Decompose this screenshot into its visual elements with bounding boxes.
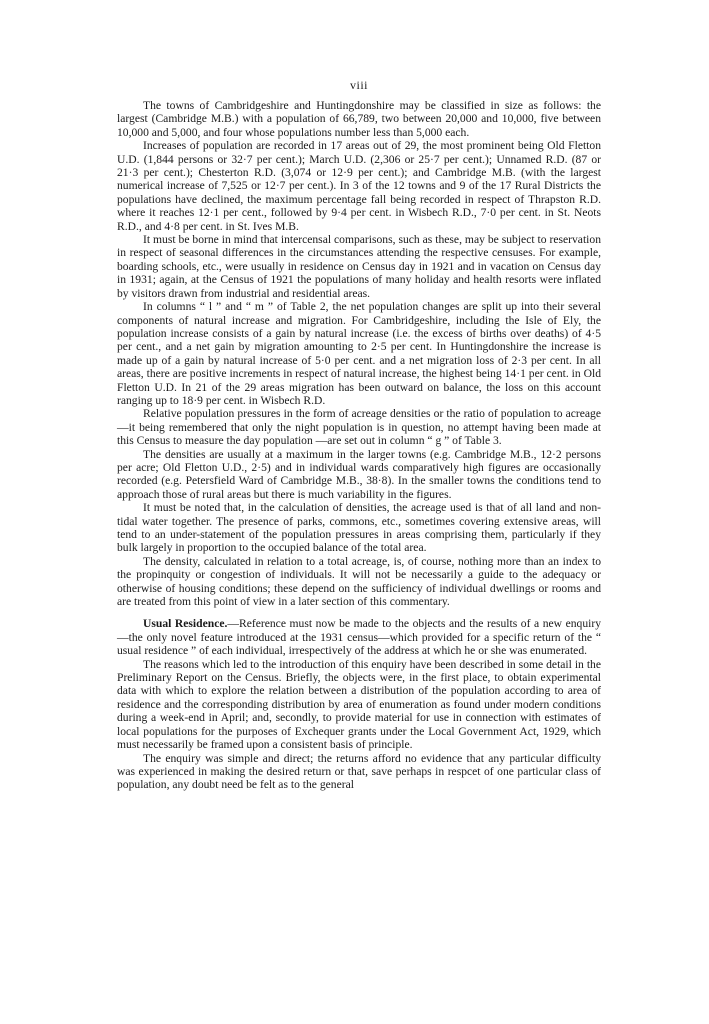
paragraph-population-pressures: Relative population pressures in the form of acreage densities or the ratio of population to acreage—it being remembered that only the night population is in question, no attempt having been made at this Census to measure the day population —are set out in column “ g ” of Table 3. [117, 407, 601, 448]
document-page [117, 78, 601, 792]
paragraph-natural-increase-migration: In columns “ l ” and “ m ” of Table 2, the net population changes are split up into their several components of natural increase and migration. For Cambridgeshire, including the Isle of Ely, the population increase consists of a gain by natural increase (i.e. the excess of births over deaths) of 4·5 per cent., and a net gain by migration amounting to 2·5 per cent. In Huntingdonshire the increase is made up of a gain by natural increase of 5·0 per cent. and a net migration loss of 2·3 per cent. In all areas, there are positive increments in respect of natural increase, the highest being 14·1 per cent. in Old Fletton U.D. In 21 of the 29 areas migration has been outward on balance, the loss on this account ranging up to 18·9 per cent. in Wisbech R.D. [117, 300, 601, 407]
paragraph-acreage-note: It must be noted that, in the calculation of densities, the acreage used is that of all land and non-tidal water together. The presence of parks, commons, etc., sometimes covering extensive areas, will tend to an under-statement of the population pressures in areas comprising them, particularly if they bulk largely in proportion to the occupied balance of the total area. [117, 501, 601, 555]
page-number: viii [349, 78, 368, 92]
paragraph-enquiry-returns: The enquiry was simple and direct; the returns afford no evidence that any particular difficulty was experienced in making the desired return or that, save perhaps in respcet of one particular class of population, any doubt need be felt as to the general [117, 751, 601, 792]
paragraph-enquiry-reasons: The reasons which led to the introduction of this enquiry have been described in some detail in the Preliminary Report on the Census. Briefly, the objects were, in the first place, to obtain experimental data with which to explore the relation between a distribution of the population according to area of residence and the corresponding distribution by area of enumeration as found under modern conditions during a week-end in April; and, secondly, to provide material for use in connection with estimates of local populations for the purposes of Exchequer grants under the Local Government Act, 1929, which must necessarily be framed upon a consistent basis of principle. [117, 657, 601, 752]
paragraph-intercensal-comparisons: It must be borne in mind that intercensal comparisons, such as these, may be subject to reservation in respect of seasonal differences in the circumstances attending the respective censuses. For example, boarding schools, etc., were usually in residence on Census day in 1921 and in vacation on Census day in 1931; again, at the Census of 1921 the populations of many holiday and health resorts were inflated by visitors drawn from industrial and residential areas. [117, 233, 601, 300]
paragraph-usual-residence [117, 617, 601, 657]
paragraph-town-sizes: The towns of Cambridgeshire and Huntingdonshire may be classified in size as follows: the largest (Cambridge M.B.) with a population of 66,789, two between 20,000 and 10,000, five between 10,000 and 5,000, and four whose populations number less than 5,000 each. [117, 99, 601, 139]
paragraph-density-index: The density, calculated in relation to a total acreage, is, of course, nothing more than an index to the propinquity or congestion of individuals. It will not be necessarily a guide to the adequacy or otherwise of housing conditions; these depend on the sufficiency of individual dwellings or rooms and are treated from this point of view in a later section of this commentary. [117, 554, 601, 609]
section-heading-usual-residence: Usual Residence. [143, 617, 228, 631]
usual-residence-text: —Reference must now be made to the objects and the results of a new enquiry—the only novel feature introduced at the 1931 census—which provided for a specific return of the “ usual residence ” of each individual, irrespectively of the address at which he or she was enumerated. [117, 617, 601, 658]
paragraph-population-increases: Increases of population are recorded in 17 areas out of 29, the most prominent being Old Fletton U.D. (1,844 persons or 32·7 per cent.); March U.D. (2,306 or 25·7 per cent.); Unnamed R.D. (87 or 21·3 per cent.); Chesterton R.D. (3,074 or 12·9 per cent.); and Cambridge M.B. (with the largest numerical increase of 7,525 or 12·7 per cent.). In 3 of the 12 towns and 9 of the 17 Rural Districts the populations have declined, the maximum percentage fall being recorded in respect of Thrapston R.D. where it reaches 12·1 per cent., followed by 9·4 per cent. in Wisbech R.D., 7·0 per cent. in St. Neots R.D., and 4·8 per cent. in St. Ives M.B. [117, 139, 601, 233]
paragraph-densities: The densities are usually at a maximum in the larger towns (e.g. Cambridge M.B., 12·2 persons per acre; Old Fletton U.D., 2·5) and in individual wards comparatively high figures are occasionally recorded (e.g. Petersfield Ward of Cambridge M.B., 38·8). In the smaller towns the conditions tend to approach those of rural areas but there is much variability in the figures. [117, 447, 601, 501]
